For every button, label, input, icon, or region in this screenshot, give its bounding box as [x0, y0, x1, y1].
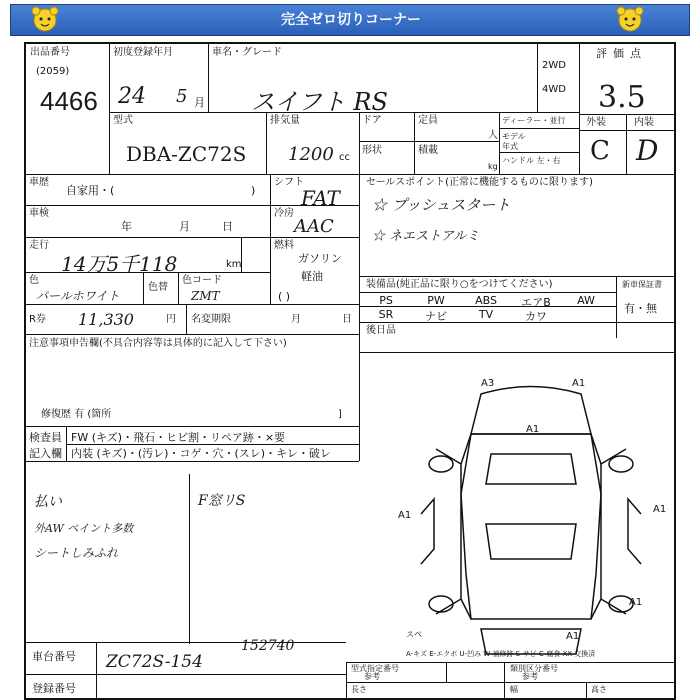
mascot-right-icon	[615, 6, 645, 34]
inspection-month: 月	[179, 220, 190, 233]
equipment-tv: TV	[478, 308, 494, 321]
legend-text: A-キズ E-エクボ U-凹み W-補修跡 S-サビ C-腐食 XX-交換済	[406, 650, 596, 658]
damage-mark-a1-rear-right: A1	[629, 597, 643, 608]
load-label: 積載	[418, 145, 438, 156]
memo-left-1: 払い	[34, 494, 62, 510]
ref-label-2: 参考	[522, 672, 538, 681]
equipment-navi: ナビ	[425, 310, 447, 323]
inspection-year: 年	[121, 220, 132, 233]
dealer-label: ディーラー・並行	[502, 116, 566, 125]
displacement-value: 1200	[288, 144, 334, 165]
lot-number: 4466	[40, 86, 98, 116]
checker-row-2: 内装 (キズ)・(汚レ)・コゲ・穴・(スレ)・キレ・破レ	[71, 447, 331, 460]
model-label: 型式	[113, 115, 133, 126]
equipment-sr: SR	[378, 308, 394, 321]
checker-label-1: 検査員	[29, 431, 62, 444]
drive-2wd: 2WD	[542, 60, 566, 71]
interior-value: D	[636, 134, 659, 167]
color-code-label: 色コード	[182, 275, 222, 286]
mascot-left-icon	[30, 6, 60, 34]
shape-label: 形状	[362, 145, 382, 156]
damage-mark-a1-front: A1	[572, 378, 586, 389]
rear-seat-label: 後日品	[366, 325, 396, 336]
registration-label: 登録番号	[32, 682, 76, 695]
lot-label: 出品番号	[30, 47, 70, 58]
inspection-label: 車検	[29, 208, 49, 219]
repair-history-close: ]	[338, 409, 342, 420]
banner-title: 完全ゼロ切りコーナー	[281, 12, 421, 28]
load-unit: kg	[488, 162, 498, 171]
color-change-label: 色替	[148, 282, 168, 293]
auction-sheet	[24, 42, 676, 700]
shift-label: シフト	[274, 177, 304, 188]
header-banner	[10, 4, 690, 36]
damage-mark-a1-right: A1	[653, 504, 667, 515]
recycle-label: R券	[29, 314, 46, 325]
new-warranty-label: 新車保証書	[622, 280, 662, 289]
equipment-airbag: エアB	[521, 296, 551, 309]
damage-mark-a3: A3	[481, 378, 495, 389]
chassis-label: 車台番号	[32, 650, 76, 663]
first-registration-year: 24	[118, 84, 146, 109]
damage-mark-a1-left: A1	[398, 510, 412, 521]
recycle-unit: 円	[166, 314, 176, 325]
equipment-leather: カワ	[525, 310, 547, 323]
ref-label-1: 参考	[364, 672, 380, 681]
car-damage-diagram	[386, 374, 676, 664]
exterior-value: C	[590, 136, 610, 166]
spec-label: スペ	[406, 630, 422, 639]
color-label: 色	[29, 275, 39, 286]
capacity-unit: 人	[488, 130, 498, 141]
drive-4wd: 4WD	[542, 84, 566, 95]
grade-value: 3.5	[598, 80, 646, 115]
dim-width-label: 幅	[510, 685, 518, 694]
chassis-value: ZC72S-154	[106, 652, 203, 672]
dim-height-label: 高さ	[591, 685, 607, 694]
first-registration-month: 5	[176, 86, 188, 107]
damage-mark-a1-rear: A1	[566, 631, 580, 642]
model-value: DBA-ZC72S	[126, 142, 247, 166]
fuel-gas: ガソリン	[298, 252, 342, 265]
equipment-abs: ABS	[475, 294, 497, 307]
name-change-month: 月	[291, 314, 301, 325]
interior-label: 内装	[634, 117, 654, 128]
dim-length-label: 長さ	[351, 685, 367, 694]
handle-label: ハンドル 左・右	[502, 156, 561, 165]
sales-item-1: ☆ プッシュスタート	[372, 196, 511, 214]
new-warranty-value: 有・無	[624, 302, 657, 315]
class-number-label: 類別区分番号	[510, 664, 558, 673]
lot-sub-number: (2059)	[36, 66, 70, 77]
equipment-aw: AW	[577, 294, 595, 307]
memo-left-3: シートしみふれ	[34, 546, 119, 560]
type-designation-label: 型式指定番号	[351, 664, 399, 673]
repair-history-label: 修復歴 有 (箇所	[41, 409, 112, 420]
checker-label-2: 記入欄	[29, 447, 62, 460]
cooler-label: 冷房	[274, 208, 294, 219]
first-registration-label: 初度登録年月	[113, 47, 173, 58]
model-year-label: モデル年式	[502, 132, 526, 151]
memo-left-2: 外AW ペイント多数	[34, 522, 134, 535]
car-name-label: 車名・グレード	[212, 47, 282, 58]
color-code-value: ZMT	[191, 289, 220, 303]
history-label: 車歴	[29, 177, 49, 188]
shift-value: FAT	[301, 186, 340, 210]
door-label: ドア	[362, 115, 382, 126]
capacity-label: 定員	[418, 115, 438, 126]
equipment-pw: PW	[427, 294, 445, 307]
name-change-day: 日	[342, 314, 352, 325]
damage-mark-a1-hood: A1	[526, 424, 540, 435]
displacement-label: 排気量	[270, 115, 300, 126]
inspection-day: 日	[222, 220, 233, 233]
checker-row-1: FW (キズ)・飛石・ヒビ割・リペア跡・×要	[71, 431, 286, 444]
name-change-label: 名変期限	[191, 314, 231, 325]
fuel-paren: ( )	[278, 290, 291, 303]
fuel-label: 燃料	[274, 240, 294, 251]
mileage-unit: km	[226, 259, 242, 270]
chassis-extra: 152740	[241, 638, 295, 654]
sales-item-2: ☆ ネエストアルミ	[372, 229, 480, 244]
notes-label: 注意事項申告欄(不具合内容等は具体的に記入して下さい)	[29, 338, 287, 349]
mileage-label: 走行	[29, 240, 49, 251]
displacement-unit: cc	[339, 152, 350, 163]
grade-label: 評価点	[596, 47, 647, 60]
sales-label: セールスポイント(正常に機能するものに限ります)	[366, 177, 593, 188]
first-registration-month-unit: 月	[194, 96, 205, 109]
history-close: )	[251, 184, 256, 197]
fuel-diesel: 軽油	[301, 270, 323, 283]
memo-right: F窓リS	[198, 493, 246, 509]
exterior-label: 外装	[586, 117, 606, 128]
equipment-label: 装備品(純正品に限り○をつけてください)	[366, 279, 553, 290]
cooler-value: AAC	[294, 216, 334, 237]
history-value: 自家用・(	[66, 184, 115, 197]
recycle-value: 11,330	[78, 310, 134, 329]
equipment-ps: PS	[379, 294, 393, 307]
mileage-value: 14万5千118	[61, 252, 178, 276]
color-value: パールホワイト	[36, 289, 120, 303]
car-name-value: スイフト RS	[251, 88, 388, 116]
